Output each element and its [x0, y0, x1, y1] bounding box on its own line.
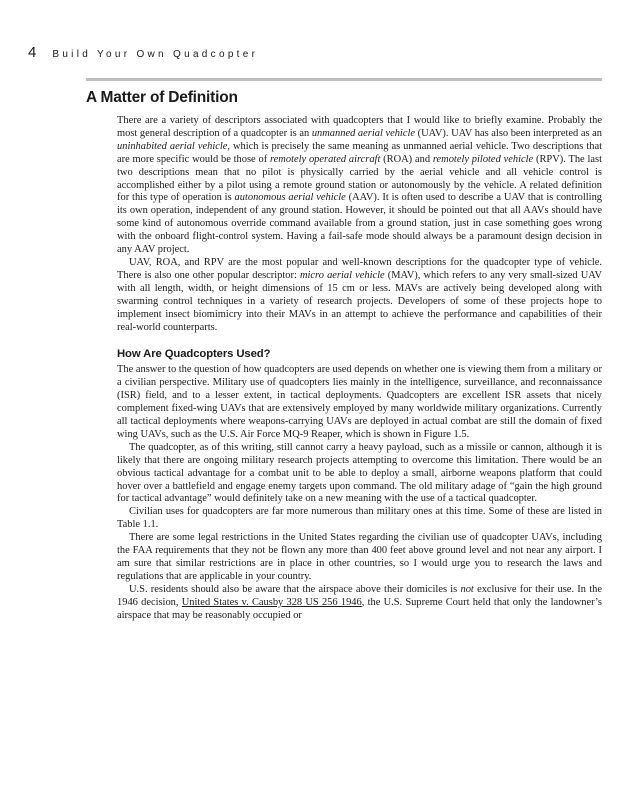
paragraph-usage-4: There are some legal restrictions in the United States regarding the civilian use of quadcopter UAVs, including the FAA requirements that they not be flown any more than 400 feet above ground level and not near any airport. I am sure that similar restrictions are in place in other countries, so I would urge you to research the laws and regulations that are applicable in your country.: [117, 532, 602, 582]
term-uav: unmanned aerial vehicle: [311, 127, 416, 139]
paragraph-usage-3: Civilian uses for quadcopters are far more numerous than military ones at this time. Some of these are listed in Table 1.1.: [117, 506, 602, 531]
subsection-title: How Are Quadcopters Used?: [117, 348, 271, 361]
term-roa: remotely operated aircraft: [270, 153, 381, 165]
page-number: 4: [28, 44, 37, 61]
header-divider: [86, 78, 602, 81]
paragraph-usage-5: U.S. residents should also be aware that the airspace above their domiciles is not exclusive for their use. In the 1946 decision, United States v. Causby 328 US 256 1946, the U.S. Supreme Court held that only the landowner’s airspace that may be reasonably occupied or: [117, 583, 602, 621]
section-title: A Matter of Definition: [86, 89, 238, 106]
running-title: Build Your Own Quadcopter: [52, 49, 259, 60]
term-rpv: remotely piloted vehicle: [432, 153, 534, 165]
paragraph-usage-1: The answer to the question of how quadcopters are used depends on whether one is viewing them from a military or a civilian perspective. Military use of quadcopters lies mainly in the intelligence, surveillance, and reconnaissance (ISR) field, and to a lesser extent, in tactical deployments. Quadcopters are excellent ISR assets that nicely complement fixed-wing UAVs that are extensively employed by many worldwide military organizations. Currently all tactical deployments where weapons-carrying UAVs are deployed in actual combat are still the domain of fixed wing UAVs, such as the U.S. Air Force MQ-9 Reaper, which is shown in Figure 1.5.: [117, 364, 602, 440]
running-header: [28, 44, 258, 64]
paragraph-definition-2: UAV, ROA, and RPV are the most popular and well-known descriptions for the quadcopter type of vehicle. There is also one other popular descriptor: micro aerial vehicle (MAV), which refers to any very small-sized UAV with all length, width, or height dimensions of 15 cm or less. MAVs are actively being developed along with swarming control techniques in a variety of research projects. Developers of some of these projects hope to implement insect biomimicry into their MAVs in an attempt to achieve the performance and capabilities of their real-world counterparts.: [117, 256, 602, 333]
term-aav: autonomous aerial vehicle: [234, 192, 346, 204]
paragraph-definition-1: There are a variety of descriptors associated with quadcopters that I would like to briefly examine. Probably the most general description of a quadcopter is an unmanned aerial vehicle (UAV). UAV has also been interpreted as an uninhabited aerial vehicle, which is precisely the same meaning as unmanned aerial vehicle. Two descriptions that are more specific would be those of remotely operated aircraft (ROA) and remotely piloted vehicle (RPV). The last two descriptions mean that no pilot is physically carried by the aerial vehicle and all vehicle control is accomplished either by a pilot using a remote ground station or autonomously by the vehicle. A related definition for this type of operation is autonomous aerial vehicle (AAV). It is often used to describe a UAV that is controlling its own operation, independent of any ground station. However, it should be pointed out that all AAVs should have some kind of autonomous override command available from a ground station, just in case something goes wrong with the onboard flight-control system. Having a fail-safe mode should always be a paramount design decision in any AAV project.: [117, 115, 603, 256]
emphasis-not: not: [460, 583, 474, 595]
term-uninhabited: uninhabited aerial vehicle,: [117, 140, 230, 152]
term-mav: micro aerial vehicle: [299, 269, 385, 281]
body-text: [117, 115, 602, 623]
paragraph-usage-2: The quadcopter, as of this writing, still cannot carry a heavy payload, such as a missile or cannon, although it is likely that there are ongoing military research projects attempting to overcome this limitation. There would be an obvious tactical advantage for a combat unit to be able to deploy a small, airborne weapons platform that could hover over a battlefield and engage enemy targets upon command. The old military adage of “gain the high ground for tactical advantage” would definitely take on a new meaning with the use of a tactical quadcopter.: [117, 441, 602, 505]
case-citation-link[interactable]: United States v. Causby 328 US 256 1946: [181, 596, 362, 608]
